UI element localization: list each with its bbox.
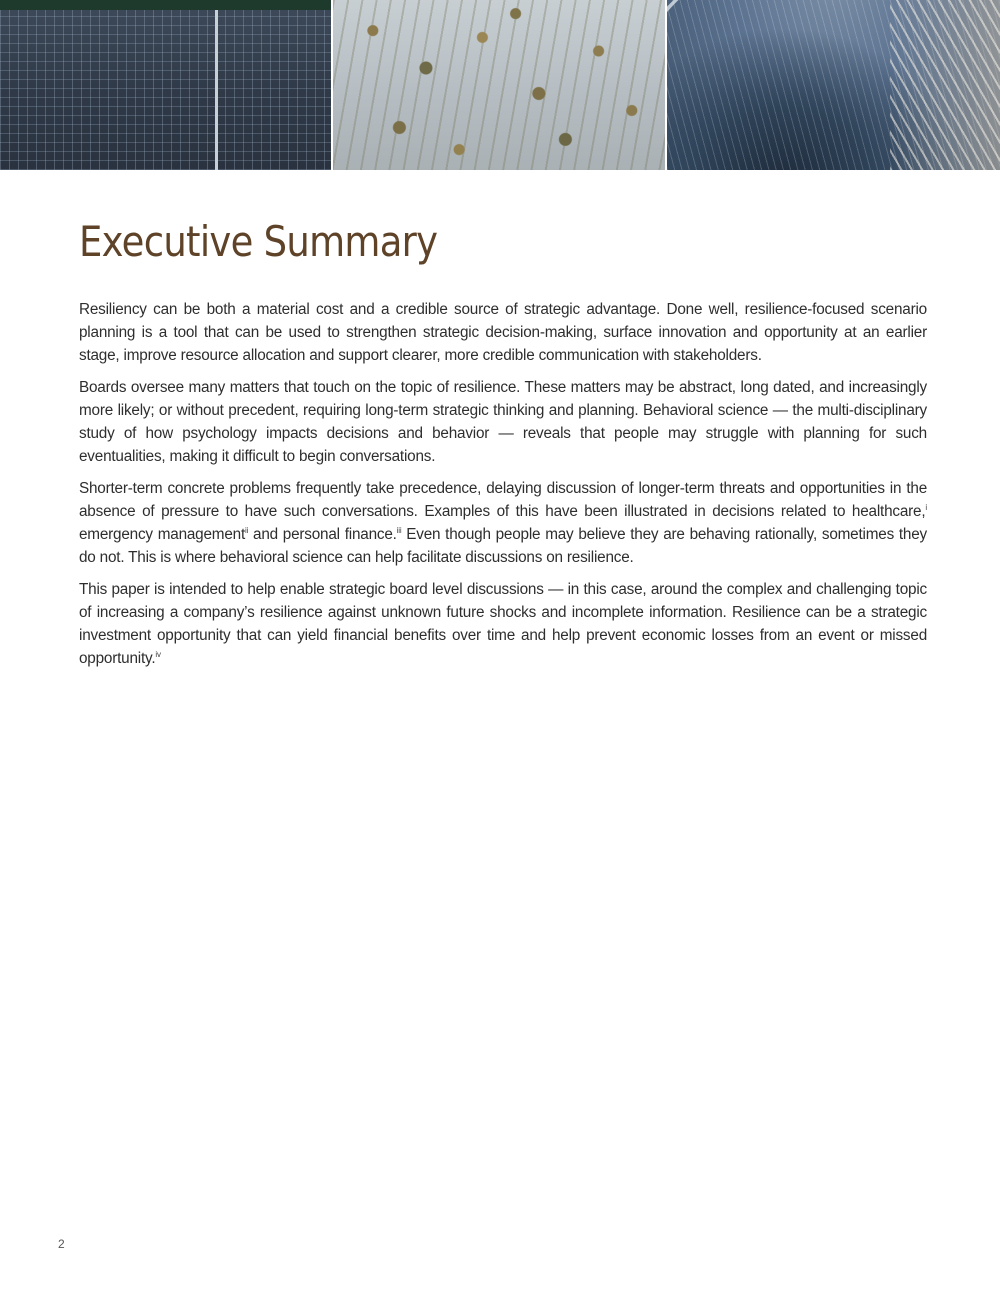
header-image-strip bbox=[0, 0, 1000, 170]
solar-panels-image bbox=[0, 0, 331, 170]
solar-panel-seam bbox=[215, 10, 218, 170]
page-number: 2 bbox=[58, 1237, 65, 1251]
dome-light-area bbox=[890, 0, 1000, 170]
paragraph bbox=[79, 578, 927, 670]
dome-structure-image bbox=[667, 0, 1000, 170]
paragraph-text: emergency management bbox=[79, 526, 246, 543]
snowy-forest-image bbox=[333, 0, 666, 170]
page-title: Executive Summary bbox=[79, 217, 438, 266]
paragraph bbox=[79, 477, 927, 569]
paragraph-text: Even though people may believe they are behaving rationally, sometimes they do not. This is where behavioral science can help facilitate discussions on resilience. bbox=[79, 526, 927, 566]
body-text bbox=[79, 298, 927, 679]
paragraph bbox=[79, 298, 927, 367]
paragraph bbox=[79, 376, 927, 468]
footnote-marker: iii bbox=[396, 525, 402, 535]
paragraph-text: and personal finance. bbox=[248, 526, 397, 543]
footnote-marker: i bbox=[925, 502, 927, 512]
paragraph-text: Shorter-term concrete problems frequently take precedence, delaying discussion of longer-term threats and opportunities in the absence of pressure to have such conversations. Examples of this have been illustrated in decisions related to healthcare, bbox=[79, 480, 927, 520]
paragraph-text: Resiliency can be both a material cost and a credible source of strategic advantage. Done well, resilience-focused scenario planning is a tool that can be used to strengthen strategic decision-making, surface innovation and opportunity at an earlier stage, improve resource allocation and support clearer, more credible communication with stakeholders. bbox=[79, 301, 927, 364]
paragraph-text: This paper is intended to help enable strategic board level discussions — in this case, around the complex and challenging topic of increasing a company’s resilience against unknown future shocks and incomplete information. Resilience can be a strategic investment opportunity that can yield financial benefits over time and help prevent economic losses from an event or missed opportunity. bbox=[79, 581, 927, 667]
footnote-marker: ii bbox=[245, 525, 249, 535]
footnote-marker: iv bbox=[155, 649, 161, 659]
paragraph-text: Boards oversee many matters that touch on the topic of resilience. These matters may be abstract, long dated, and increasingly more likely; or without precedent, requiring long-term strategic thinking and planning. Behavioral science — the multi-disciplinary study of how psychology impacts decisions and behavior — reveals that people may struggle with planning for such eventualities, making it difficult to begin conversations. bbox=[79, 379, 927, 465]
